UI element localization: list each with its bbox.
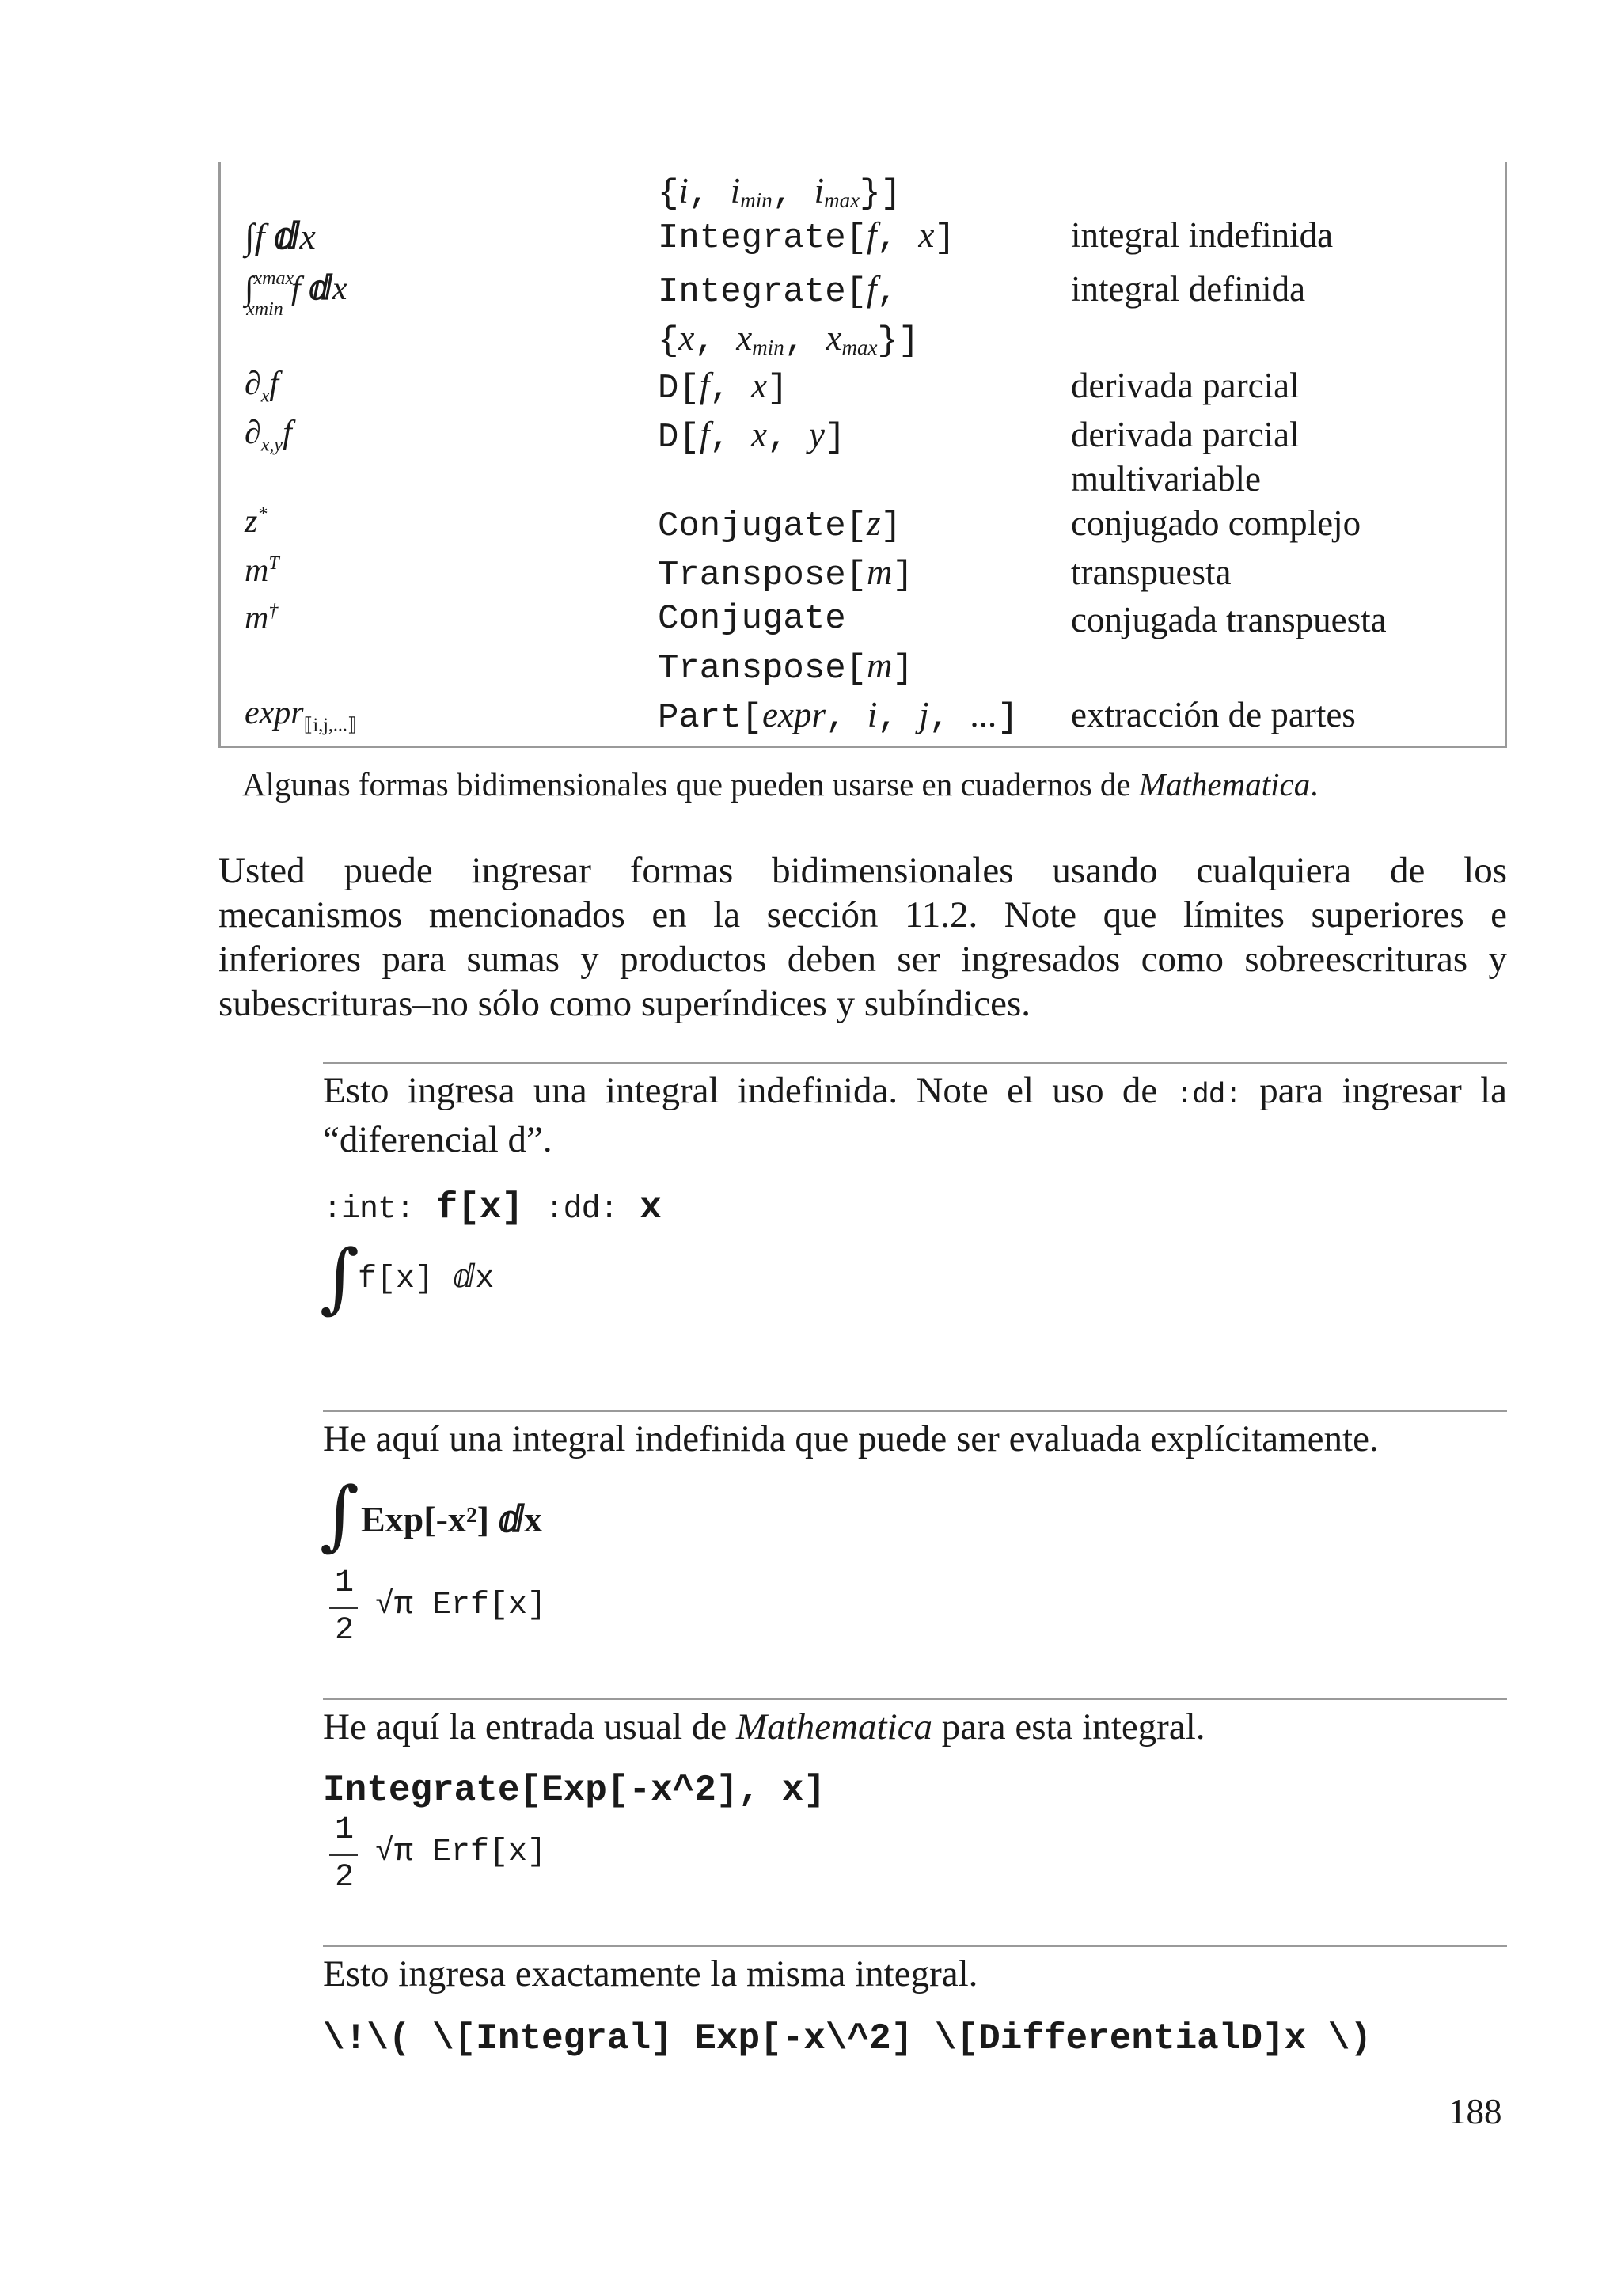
table-cmd: Transpose[m] [658, 646, 913, 689]
cell-divider [323, 1945, 1507, 1947]
cell-2-input[interactable]: Exp[-x²] ⅆx [361, 1499, 543, 1539]
table-symbol: m† [245, 600, 279, 636]
table-desc: conjugada transpuesta [1071, 600, 1387, 639]
fraction-denominator: 2 [334, 1860, 354, 1896]
table-symbol: $\partial_xf$ [245, 366, 279, 407]
cell-3-text: He aquí la entrada usual de Mathematica para esta integral. [323, 1706, 1205, 1748]
integral-sign-icon: ∫ [320, 1471, 360, 1559]
fraction-numerator: 1 [334, 1812, 354, 1848]
table-cmd: Integrate[f, x] [658, 215, 955, 258]
alias-key: :dd: [1175, 1079, 1241, 1111]
integral-sign-icon: ∫ [320, 1233, 360, 1322]
table-symbol: $\partial_{x,y}f$ [245, 415, 292, 456]
table-symbol: expr$_{⟦i,j,...⟧}$ [245, 695, 357, 736]
paragraph-line: mecanismos mencionados en la sección 11.2. Note que límites superiores e [218, 894, 1507, 935]
table-desc: derivada parcial [1071, 366, 1300, 405]
table-desc: integral definida [1071, 269, 1306, 309]
fraction-bar [329, 1854, 358, 1856]
table-cmd: D[f, x] [658, 366, 788, 408]
table-cmd: Part[expr, i, j, ...] [658, 695, 1019, 738]
cell-divider [323, 1410, 1507, 1412]
paragraph-line: Usted puede ingresar formas bidimensionales usando cualquiera de los [218, 850, 1507, 891]
table-symbol: $m^T$ [245, 552, 279, 589]
paragraph-line: subescrituras–no sólo como superíndices y subíndices. [218, 983, 1031, 1024]
table-caption: Algunas formas bidimensionales que pueden usarse en cuadernos de Mathematica. [242, 766, 1319, 803]
table-desc: derivada parcial [1071, 415, 1300, 454]
cell-3-output: √π Erf[x] [375, 1835, 547, 1870]
table-desc: transpuesta [1071, 552, 1232, 592]
table-symbol: ∫$^{xmax}_{xmin}$f ⅆx [245, 268, 347, 320]
table-desc: integral indefinida [1071, 215, 1334, 255]
table-cmd: D[f, x, y] [658, 415, 846, 457]
cell-3-input[interactable]: Integrate[Exp[-x^2], x] [323, 1770, 826, 1811]
cell-divider [323, 1698, 1507, 1700]
table-cmd: Conjugate [658, 599, 846, 639]
table-desc: extracción de partes [1071, 695, 1356, 734]
cell-4-input[interactable]: \!\( \[Integral] Exp[-x\^2] \[DifferentialD]x \) [323, 2018, 1372, 2059]
table-cmd: Transpose[m] [658, 552, 913, 595]
table-cmd: {i, $i_{min}$, $i_{max}$}] [658, 171, 902, 214]
table-cmd: {x, $x_{min}$, $x_{max}$}] [658, 318, 920, 361]
table-symbol: z* [245, 503, 268, 540]
fraction-numerator: 1 [334, 1565, 354, 1601]
table-desc: conjugado complejo [1071, 503, 1361, 543]
forms-table [218, 162, 1507, 748]
cell-2-text: He aquí una integral indefinida que puede ser evaluada explícitamente. [323, 1418, 1379, 1459]
page-number: 188 [1448, 2092, 1502, 2131]
fraction-bar [329, 1607, 358, 1609]
fraction-denominator: 2 [334, 1613, 354, 1649]
cell-1-input[interactable]: :int: f[x] :dd: x [323, 1187, 662, 1228]
cell-divider [323, 1062, 1507, 1064]
cell-1-text: Esto ingresa una integral indefinida. Note el uso de :dd: para ingresar la “diferencial d”. [323, 1070, 1508, 1160]
body-paragraph [218, 848, 1507, 1026]
table-cmd: Conjugate[z] [658, 503, 902, 546]
cell-4-text: Esto ingresa exactamente la misma integral. [323, 1953, 978, 1994]
paragraph-line: inferiores para sumas y productos deben ser ingresados como sobreescrituras y [218, 939, 1507, 980]
table-desc: multivariable [1071, 459, 1261, 499]
cell-2-output: √π Erf[x] [375, 1588, 547, 1623]
table-cmd: Integrate[f, [658, 269, 898, 312]
cell-1-output: f[x] ⅆx [358, 1262, 495, 1297]
table-symbol: ∫f ⅆx [245, 216, 316, 256]
